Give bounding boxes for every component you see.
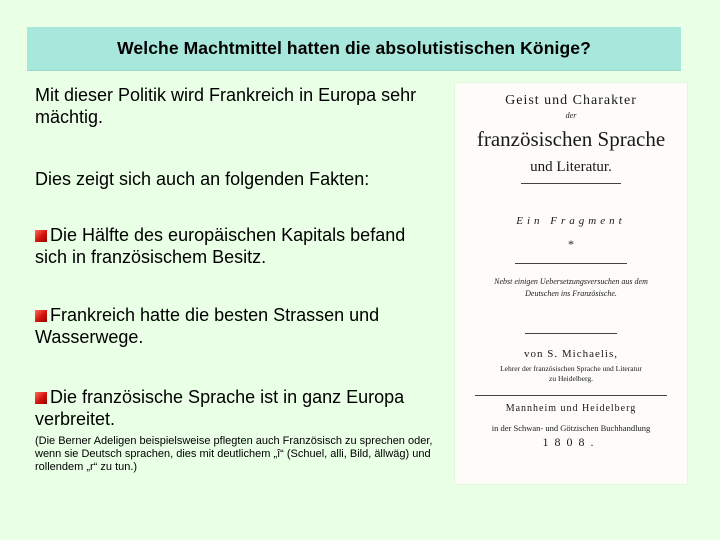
- divider: [475, 395, 667, 396]
- book-publisher: in der Schwan- und Götzischen Buchhandlung: [491, 423, 651, 433]
- intro-text: Mit dieser Politik wird Frankreich in Europa sehr mächtig.: [35, 85, 417, 127]
- bullet-square-icon: [35, 392, 47, 404]
- bullet-item: [35, 386, 435, 430]
- bullet-item: [35, 304, 435, 348]
- book-line: und Literatur.: [530, 159, 612, 175]
- book-line: Ein Fragment: [516, 215, 626, 227]
- lead-text: Dies zeigt sich auch an folgenden Fakten:: [35, 169, 370, 189]
- book-line: französischen Sprache: [476, 127, 666, 151]
- title-bar: [27, 27, 681, 71]
- bullet-text: Die Hälfte des europäischen Kapitals befand sich in französischem Besitz.: [35, 225, 406, 267]
- book-line: Geist und Charakter: [505, 93, 637, 108]
- bullet-text: Die französische Sprache ist in ganz Europa verbreitet.: [35, 387, 405, 429]
- slide-title: Welche Machtmittel hatten die absolutistischen Könige?: [117, 38, 591, 58]
- book-line: Lehrer der französischen Sprache und Literatur: [500, 364, 642, 373]
- book-place: Mannheim und Heidelberg: [505, 403, 637, 414]
- footnote: (Die Berner Adeligen beispielsweise pflegten auch Französisch zu sprechen oder, wenn sie Deutsch sprachen, dies mit deutlichem „î“ (Schuel, alli, Bild, ällwäg) und rollendem „r“ zu tun.): [35, 435, 433, 473]
- book-author: von S. Michaelis,: [524, 348, 618, 360]
- ornament-icon: *: [568, 237, 574, 251]
- book-line: Nebst einigen Uebersetzungsversuchen aus dem: [494, 277, 648, 286]
- divider: [521, 183, 621, 184]
- book-year: 1808.: [542, 435, 600, 449]
- book-title-page-image: [455, 83, 687, 484]
- bullet-square-icon: [35, 230, 47, 242]
- divider: [515, 263, 627, 264]
- book-line: Deutschen ins Französische.: [525, 289, 617, 298]
- bullet-square-icon: [35, 310, 47, 322]
- divider: [525, 333, 617, 334]
- book-line: zu Heidelberg.: [548, 374, 593, 383]
- book-line: der: [565, 111, 577, 120]
- bullet-text: Frankreich hatte die besten Strassen und Wasserwege.: [35, 305, 380, 347]
- bullet-item: [35, 224, 435, 268]
